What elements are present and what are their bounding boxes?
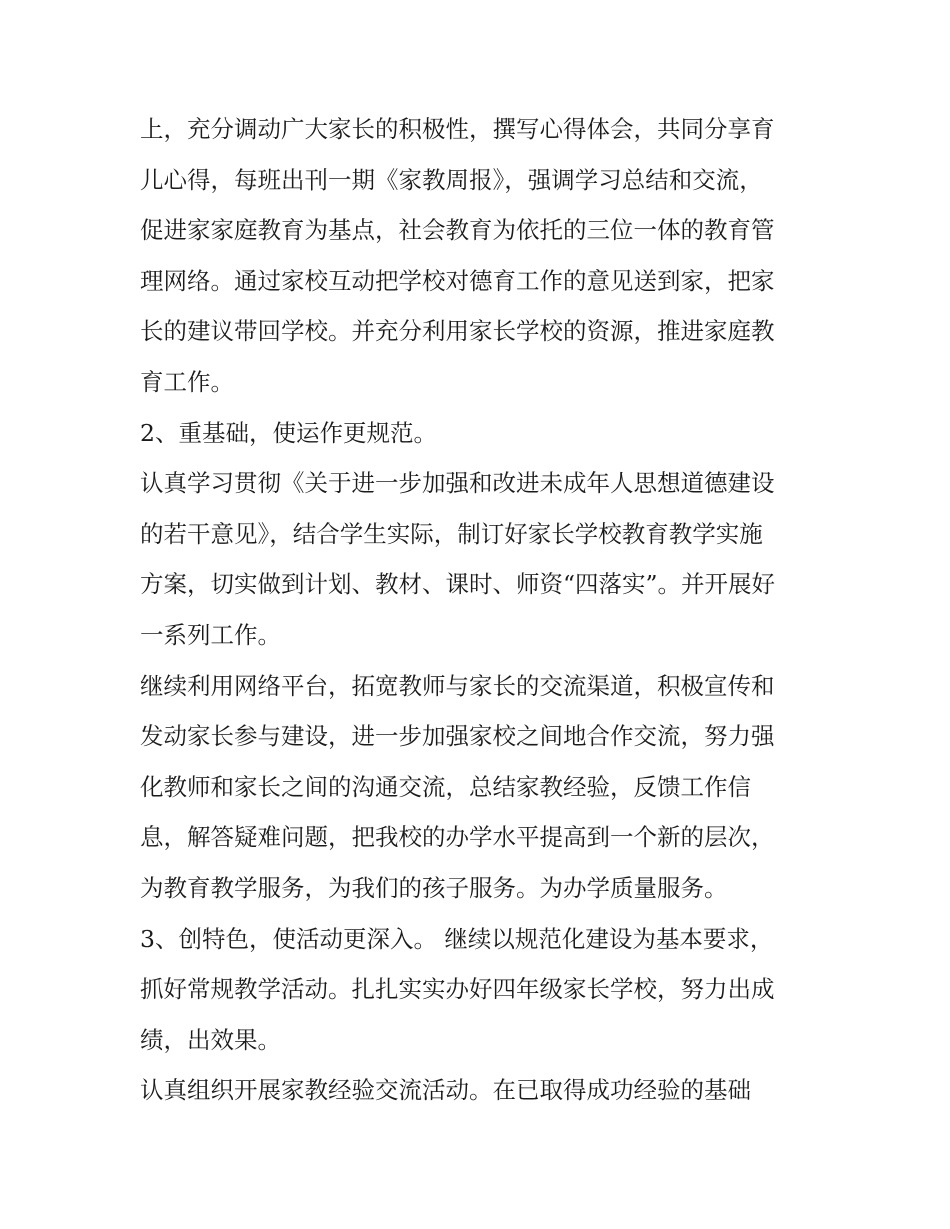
text-line: 抓好常规教学活动。扎扎实实办好四年级家长学校，努力出成 bbox=[140, 975, 775, 1004]
text-line: 长的建议带回学校。并充分利用家长学校的资源，推进家庭教 bbox=[140, 317, 775, 346]
text-line: 认真组织开展家教经验交流活动。在已取得成功经验的基础 bbox=[140, 1076, 751, 1105]
text-line: 方案，切实做到计划、教材、课时、师资“四落实”。并开展好 bbox=[140, 570, 776, 599]
text-line: 继续利用网络平台，拓宽教师与家长的交流渠道，积极宣传和 bbox=[140, 671, 775, 700]
text-line: 儿心得，每班出刊一期《家教周报》，强调学习总结和交流， bbox=[140, 165, 763, 194]
text-line: 为教育教学服务，为我们的孩子服务。为办学质量服务。 bbox=[140, 873, 728, 902]
section-heading: 3、创特色，使活动更深入。 继续以规范化建设为基本要求， bbox=[140, 924, 774, 953]
body-text bbox=[140, 104, 820, 1116]
text-line: 育工作。 bbox=[140, 367, 234, 396]
text-line: 认真学习贯彻《关于进一步加强和改进未成年人思想道德建设 bbox=[140, 469, 775, 498]
text-line: 促进家家庭教育为基点，社会教育为依托的三位一体的教育管 bbox=[140, 216, 775, 245]
text-line: 一系列工作。 bbox=[140, 620, 281, 649]
text-line: 上，充分调动广大家长的积极性，撰写心得体会，共同分享育 bbox=[140, 115, 775, 143]
text-line: 息，解答疑难问题，把我校的办学水平提高到一个新的层次， bbox=[140, 823, 775, 852]
text-line: 化教师和家长之间的沟通交流，总结家教经验，反馈工作信 bbox=[140, 772, 751, 801]
text-line: 绩，出效果。 bbox=[140, 1025, 281, 1054]
text-line: 理网络。通过家校互动把学校对德育工作的意见送到家，把家 bbox=[140, 266, 775, 295]
text-line: 的若干意见》，结合学生实际，制订好家长学校教育教学实施 bbox=[140, 519, 763, 548]
section-heading: 2、重基础，使运作更规范。 bbox=[140, 418, 437, 447]
text-line: 发动家长参与建设，进一步加强家校之间地合作交流，努力强 bbox=[140, 722, 775, 751]
